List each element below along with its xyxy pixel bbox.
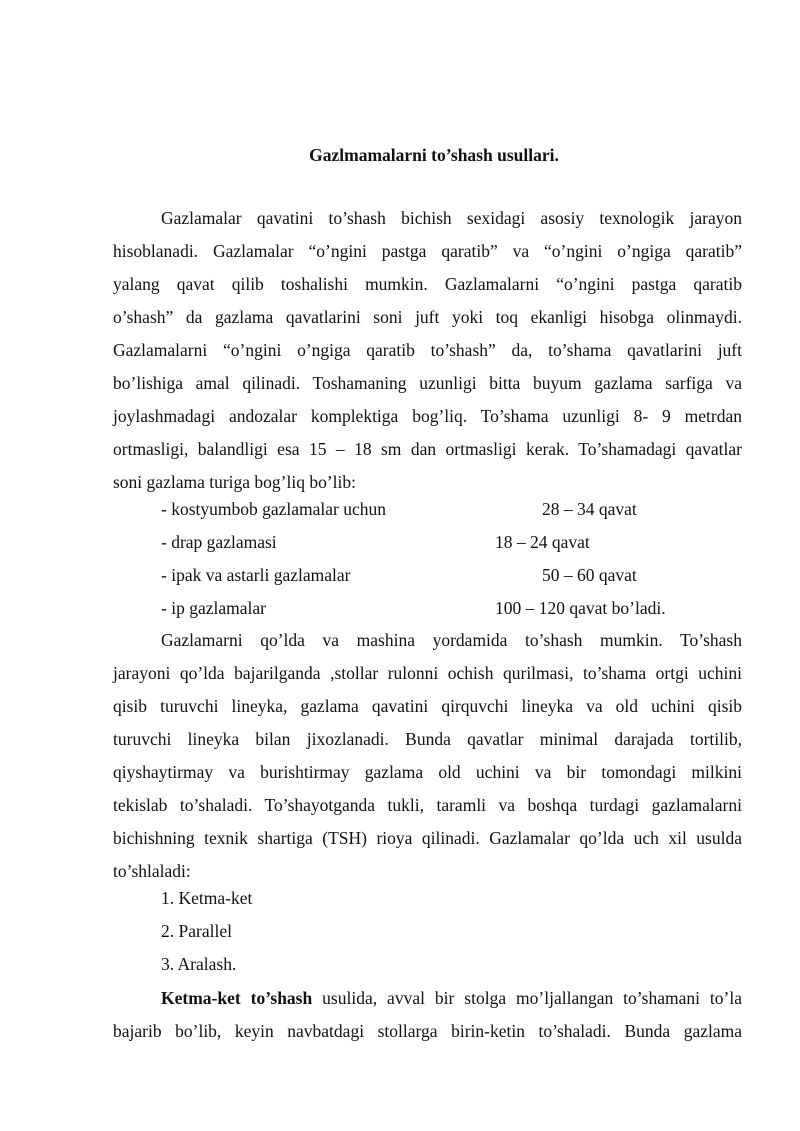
paragraph-1-line-3: yalang qavat qilib toshalishi mumkin. Gazlamalarni “o’ngini pastga qaratib bbox=[113, 274, 742, 294]
layers-list-label-2: - drap gazlamasi bbox=[161, 532, 277, 552]
paragraph-2-line-1: Gazlamarni qo’lda va mashina yordamida to’shash mumkin. To’shash bbox=[161, 630, 742, 650]
paragraph-3-line-1-rest: usulida, avval bir stolga mo’ljallangan to’shamani to’la bbox=[312, 988, 742, 1008]
layers-list-label-4: - ip gazlamalar bbox=[161, 598, 266, 618]
paragraph-2-line-3: qisib turuvchi lineyka, gazlama qavatini qirquvchi lineyka va old uchini qisib bbox=[113, 696, 742, 716]
paragraph-1-line-2: hisoblanadi. Gazlamalar “o’ngini pastga qaratib” va “o’ngini o’ngiga qaratib” bbox=[113, 241, 742, 261]
paragraph-2-line-6: tekislab to’shaladi. To’shayotganda tukli, taramli va boshqa turdagi gazlamalarni bbox=[113, 795, 742, 815]
layers-list-label-3: - ipak va astarli gazlamalar bbox=[161, 565, 351, 585]
page-title: Gazlmamalarni to’shash usullari. bbox=[309, 145, 559, 165]
paragraph-2-line-4: turuvchi lineyka bilan jixozlanadi. Bunda qavatlar minimal darajada tortilib, bbox=[113, 729, 742, 749]
methods-list-item-1: 1. Ketma-ket bbox=[161, 888, 253, 908]
paragraph-1-line-1: Gazlamalar qavatini to’shash bichish sexidagi asosiy texnologik jarayon bbox=[161, 208, 742, 228]
paragraph-3-bold-lead: Ketma-ket to’shash bbox=[161, 988, 313, 1008]
layers-list-value-1: 28 – 34 qavat bbox=[542, 499, 637, 519]
paragraph-3-line-1 bbox=[161, 987, 742, 1009]
paragraph-2-line-5: qiyshaytirmay va burishtirmay gazlama old uchini va bir tomondagi milkini bbox=[113, 762, 742, 782]
paragraph-1-line-8: ortmasligi, balandligi esa 15 – 18 sm dan ortmasligi kerak. To’shamadagi qavatlar bbox=[113, 439, 742, 459]
paragraph-1-line-7: joylashmadagi andozalar komplektiga bog’liq. To’shama uzunligi 8- 9 metrdan bbox=[113, 406, 742, 426]
layers-list-value-2: 18 – 24 qavat bbox=[495, 532, 590, 552]
methods-list-item-3: 3. Aralash. bbox=[161, 954, 237, 974]
paragraph-2-line-8: to’shlaladi: bbox=[113, 861, 191, 881]
layers-list-value-4: 100 – 120 qavat bo’ladi. bbox=[495, 598, 666, 618]
paragraph-1-line-9: soni gazlama turiga bog’liq bo’lib: bbox=[113, 472, 357, 492]
paragraph-2-line-2: jarayoni qo’lda bajarilganda ,stollar rulonni ochish qurilmasi, to’shama ortgi uchini bbox=[113, 663, 742, 683]
methods-list-item-2: 2. Parallel bbox=[161, 921, 232, 941]
layers-list-label-1: - kostyumbob gazlamalar uchun bbox=[161, 499, 387, 519]
paragraph-1-line-4: o’shash” da gazlama qavatlarini soni juft yoki toq ekanligi hisobga olinmaydi. bbox=[113, 307, 742, 327]
paragraph-3-line-2: bajarib bo’lib, keyin navbatdagi stollarga birin-ketin to’shaladi. Bunda gazlama bbox=[113, 1021, 742, 1041]
paragraph-1-line-5: Gazlamalarni “o’ngini o’ngiga qaratib to’shash” da, to’shama qavatlarini juft bbox=[113, 340, 742, 360]
paragraph-2-line-7: bichishning texnik shartiga (TSH) rioya qilinadi. Gazlamalar qo’lda uch xil usulda bbox=[113, 828, 742, 848]
paragraph-1-line-6: bo’lishiga amal qilinadi. Toshamaning uzunligi bitta buyum gazlama sarfiga va bbox=[113, 373, 742, 393]
layers-list-value-3: 50 – 60 qavat bbox=[542, 565, 637, 585]
